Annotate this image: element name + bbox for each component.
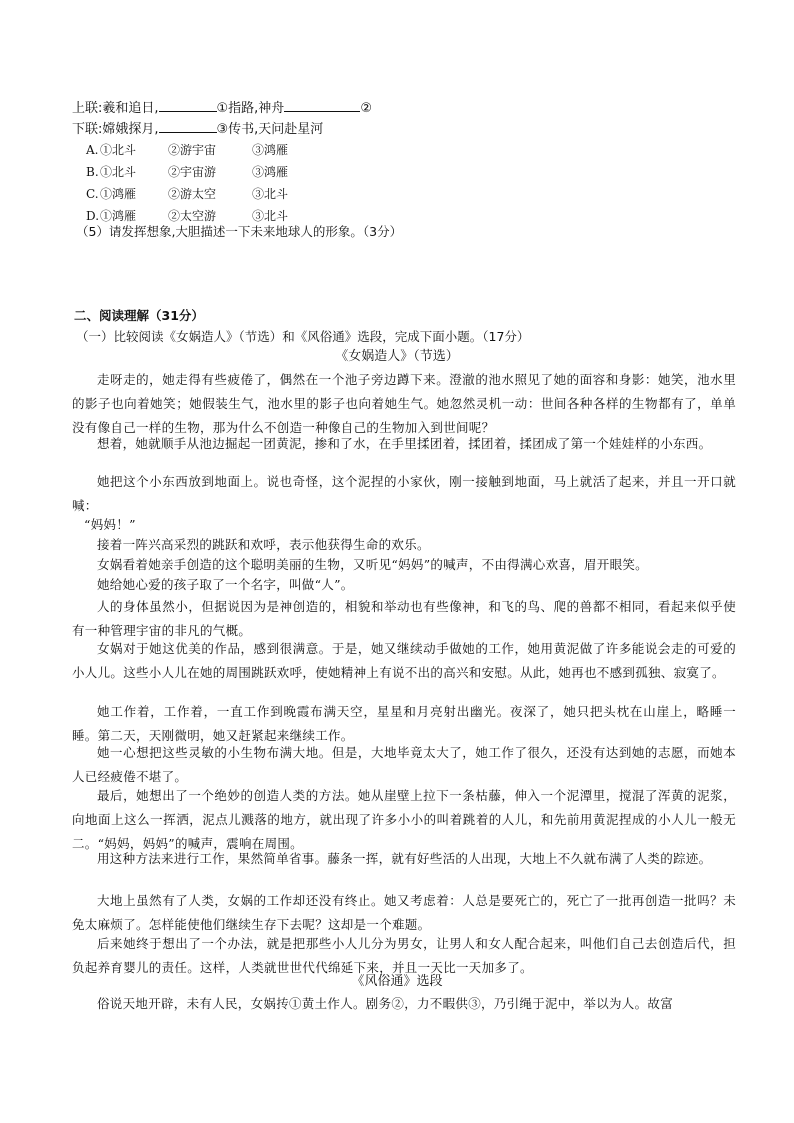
couplet-upper-mid: ①指路,神舟 — [216, 101, 285, 116]
paragraph: 她工作着，工作着，一直工作到晚霞布满天空，星星和月亮射出幽光。夜深了，她只把头枕在山崖上，略睡一睡。第二天，天刚微明，她又赶紧起来继续工作。 — [72, 704, 736, 743]
paragraph: 女娲对于她这优美的作品，感到很满意。于是，她又继续动手做她的工作，她用黄泥做了许多能说会走的可爱的小人儿。这些小人儿在她的周围跳跃欢呼，使她精神上有说不出的高兴和安慰。从此，她再也不感到孤独、寂寞了。 — [72, 641, 736, 680]
couplet-upper-start: 上联:羲和追日, — [72, 101, 159, 116]
couplet-upper — [72, 98, 738, 119]
paragraph: 俗说天地开辟，未有人民，女娲抟①黄土作人。剧务②，力不暇供③，乃引绳于泥中，举以为人。故富 — [97, 996, 674, 1011]
option-choice-1: ①鸿雁 — [100, 209, 137, 223]
paragraph: 人的身体虽然小，但据说因为是神创造的，相貌和举动也有些像神，和飞的鸟、爬的兽都不相同，看起来似乎使有一种管理宇宙的非凡的气概。 — [72, 599, 736, 638]
option-choice-1: ①鸿雁 — [100, 187, 137, 201]
paragraph: 接着一阵兴高采烈的跳跃和欢呼，表示他获得生命的欢乐。 — [97, 537, 430, 552]
paragraph: 她把这个小东西放到地面上。说也奇怪，这个泥捏的小家伙，刚一接触到地面，马上就活了起来，并且一开口就喊： — [72, 474, 736, 513]
paragraph: 后来她终于想出了一个办法，就是把那些小人儿分为男女，让男人和女人配合起来，叫他们自己去创造后代，担负起养育婴儿的责任。这样，人类就世世代代绵延下来，并且一天比一天加多了。 — [72, 936, 736, 975]
option-choice-1: ①北斗 — [100, 143, 137, 157]
option-c[interactable] — [86, 185, 288, 203]
option-letter: B. — [86, 165, 99, 179]
option-choice-2: ②游太空 — [168, 187, 217, 201]
option-choice-2: ②游宇宙 — [168, 143, 217, 157]
option-b[interactable] — [86, 163, 288, 181]
option-choice-2: ②太空游 — [168, 209, 217, 223]
option-a[interactable] — [86, 141, 288, 159]
blank-3[interactable] — [159, 119, 217, 133]
option-letter: A. — [86, 143, 99, 157]
couplet-lower — [72, 119, 738, 140]
option-choice-3: ③北斗 — [252, 187, 289, 201]
paragraph: 大地上虽然有了人类，女娲的工作却还没有终止。她又考虑着：人总是要死亡的，死亡了一批再创造一批吗？未免太麻烦了。怎样能使他们继续生存下去呢？这却是一个难题。 — [72, 893, 736, 932]
blank-1[interactable] — [159, 98, 217, 112]
paragraph: 用这种方法来进行工作，果然简单省事。藤条一挥，就有好些活的人出现，大地上不久就布满了人类的踪迹。 — [97, 851, 712, 866]
blank-2[interactable] — [284, 98, 360, 112]
passage-title-2: 《风俗通》选段 — [351, 974, 443, 989]
couplet-lower-start: 下联:嫦娥探月, — [72, 122, 159, 137]
option-letter: D. — [86, 209, 100, 223]
couplet-lower-end: ③传书,天问赴星河 — [216, 122, 324, 137]
paragraph: “妈妈！” — [84, 517, 136, 532]
option-choice-3: ③鸿雁 — [252, 165, 289, 179]
section-heading: 二、阅读理解（31分） — [74, 308, 204, 323]
paragraph: 她一心想把这些灵敏的小生物布满大地。但是，大地毕竟太大了，她工作了很久，还没有达到她的志愿，而她本人已经疲倦不堪了。 — [72, 745, 736, 784]
paragraph: 女娲看着她亲手创造的这个聪明美丽的生物，又听见“妈妈”的喊声，不由得满心欢喜，眉开眼笑。 — [97, 557, 648, 572]
paragraph: 最后，她想出了一个绝妙的创造人类的方法。她从崖壁上拉下一条枯藤，伸入一个泥潭里，搅混了浑黄的泥浆，向地面上这么一挥洒，泥点儿溅落的地方，就出现了许多小小的叫着跳着的人儿，和先前用黄泥捏成的小人儿一般无二。“妈妈，妈妈”的喊声，震响在周围。 — [72, 788, 736, 851]
option-letter: C. — [86, 187, 99, 201]
paragraph: 走呀走的，她走得有些疲倦了，偶然在一个池子旁边蹲下来。澄澈的池水照见了她的面容和身影：她笑，池水里的影子也向着她笑；她假装生气，池水里的影子也向着她生气。她忽然灵机一动：世间各种各样的生物都有了，单单没有像自己一样的生物，那为什么不创造一种像自己的生物加入到世间呢？ — [72, 372, 736, 435]
option-choice-3: ③鸿雁 — [252, 143, 289, 157]
passage-title-1: 《女娲造人》（节选） — [335, 349, 459, 364]
paragraph: 想着，她就顺手从池边掘起一团黄泥，掺和了水，在手里揉团着，揉团着，揉团成了第一个娃娃样的小东西。 — [97, 436, 712, 451]
option-choice-2: ②宇宙游 — [168, 165, 217, 179]
sub-question-heading: （一）比较阅读《女娲造人》（节选）和《风俗通》选段，完成下面小题。（17分） — [76, 329, 530, 344]
option-choice-1: ①北斗 — [100, 165, 137, 179]
question-5: （5）请发挥想象,大胆描述一下未来地球人的形象。（3分） — [76, 224, 403, 239]
paragraph: 她给她心爱的孩子取了一个名字，叫做“人”。 — [97, 577, 354, 592]
couplet-upper-end: ② — [360, 101, 372, 116]
option-choice-3: ③北斗 — [252, 209, 289, 223]
